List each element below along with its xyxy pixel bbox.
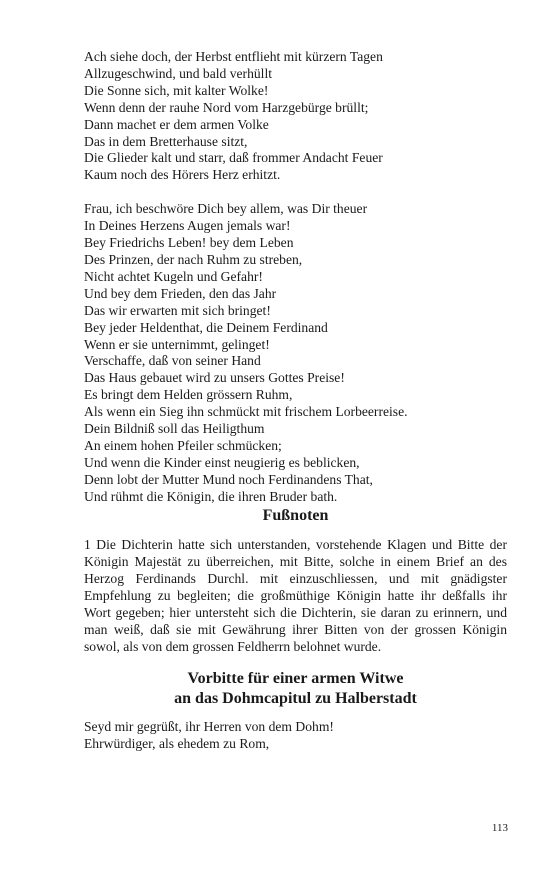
- verse-line: Es bringt dem Helden grössern Ruhm,: [84, 387, 293, 403]
- verse-line: Frau, ich beschwöre Dich bey allem, was Dir theuer: [84, 201, 368, 217]
- verse-line: Die Glieder kalt und starr, daß frommer Andacht Feuer: [84, 150, 383, 166]
- footnote-text: 1 Die Dichterin hatte sich unterstanden, vorstehende Klagen und Bitte der Königin Majestät zu überreichen, mit Bitte, solche in einem Brief an des Herzog Ferdinands Durchl. mit einzuschliessen, und mit gnädigster Empfehlung zu begleiten; die großmüthige Königin hatte ihr deßfalls ihr Wort gegeben; hier untersteht sich die Dichterin, sie daran zu erinnern, und man weiß, daß sie mit Gewährung ihrer Bitten von der grossen Königin sowol, als von dem grossen Feldherrn belohnet wurde.: [84, 536, 507, 655]
- verse-line: Und rühmt die Königin, die ihren Bruder bath.: [84, 488, 338, 504]
- footnotes-heading: Fußnoten: [262, 506, 329, 524]
- poem-stanza-1: [84, 49, 507, 184]
- verse-line: Ehrwürdiger, als ehedem zu Rom,: [84, 735, 270, 751]
- verse-line: Allzugeschwind, und bald verhüllt: [84, 65, 273, 81]
- verse-line: Dann machet er dem armen Volke: [84, 116, 269, 132]
- verse-line: Seyd mir gegrüßt, ihr Herren von dem Dohm!: [84, 718, 334, 734]
- verse-line: Das wir erwarten mit sich bringet!: [84, 302, 271, 318]
- verse-line: Des Prinzen, der nach Ruhm zu streben,: [84, 251, 303, 267]
- verse-line: Und bey dem Frieden, den das Jahr: [84, 285, 277, 301]
- verse-line: Das in dem Bretterhause sitzt,: [84, 133, 248, 149]
- page-number: 113: [491, 822, 508, 834]
- verse-line: Das Haus gebauet wird zu unsers Gottes Preise!: [84, 370, 345, 386]
- verse-line: Bey jeder Heldenthat, die Deinem Ferdinand: [84, 319, 328, 335]
- verse-line: Die Sonne sich, mit kalter Wolke!: [84, 82, 269, 98]
- verse-line: Kaum noch des Hörers Herz erhitzt.: [84, 167, 281, 183]
- next-poem-stanza: [84, 719, 507, 753]
- verse-line: Verschaffe, daß von seiner Hand: [84, 353, 261, 369]
- poem-title-line-1: Vorbitte für einer armen Witwe: [187, 669, 404, 687]
- verse-line: Nicht achtet Kugeln und Gefahr!: [84, 268, 263, 284]
- verse-line: In Deines Herzens Augen jemals war!: [84, 218, 291, 234]
- page-body: [84, 49, 507, 753]
- poem-stanza-2: [84, 201, 507, 505]
- verse-line: Ach siehe doch, der Herbst entflieht mit kürzern Tagen: [84, 49, 383, 64]
- verse-line: Und wenn die Kinder einst neugierig es beblicken,: [84, 454, 360, 470]
- verse-line: Bey Friedrichs Leben! bey dem Leben: [84, 235, 294, 251]
- stanza-gap: [84, 184, 507, 201]
- verse-line: Denn lobt der Mutter Mund noch Ferdinandens That,: [84, 471, 373, 487]
- verse-line: An einem hohen Pfeiler schmücken;: [84, 437, 282, 453]
- verse-line: Als wenn ein Sieg ihn schmückt mit frischem Lorbeerreise.: [84, 404, 408, 420]
- poem-title-line-2: an das Dohmcapitul zu Halberstadt: [174, 689, 417, 707]
- verse-line: Dein Bildniß soll das Heiligthum: [84, 421, 265, 437]
- verse-line: Wenn er sie unternimmt, gelinget!: [84, 336, 270, 352]
- verse-line: Wenn denn der rauhe Nord vom Harzgebürge brüllt;: [84, 99, 369, 115]
